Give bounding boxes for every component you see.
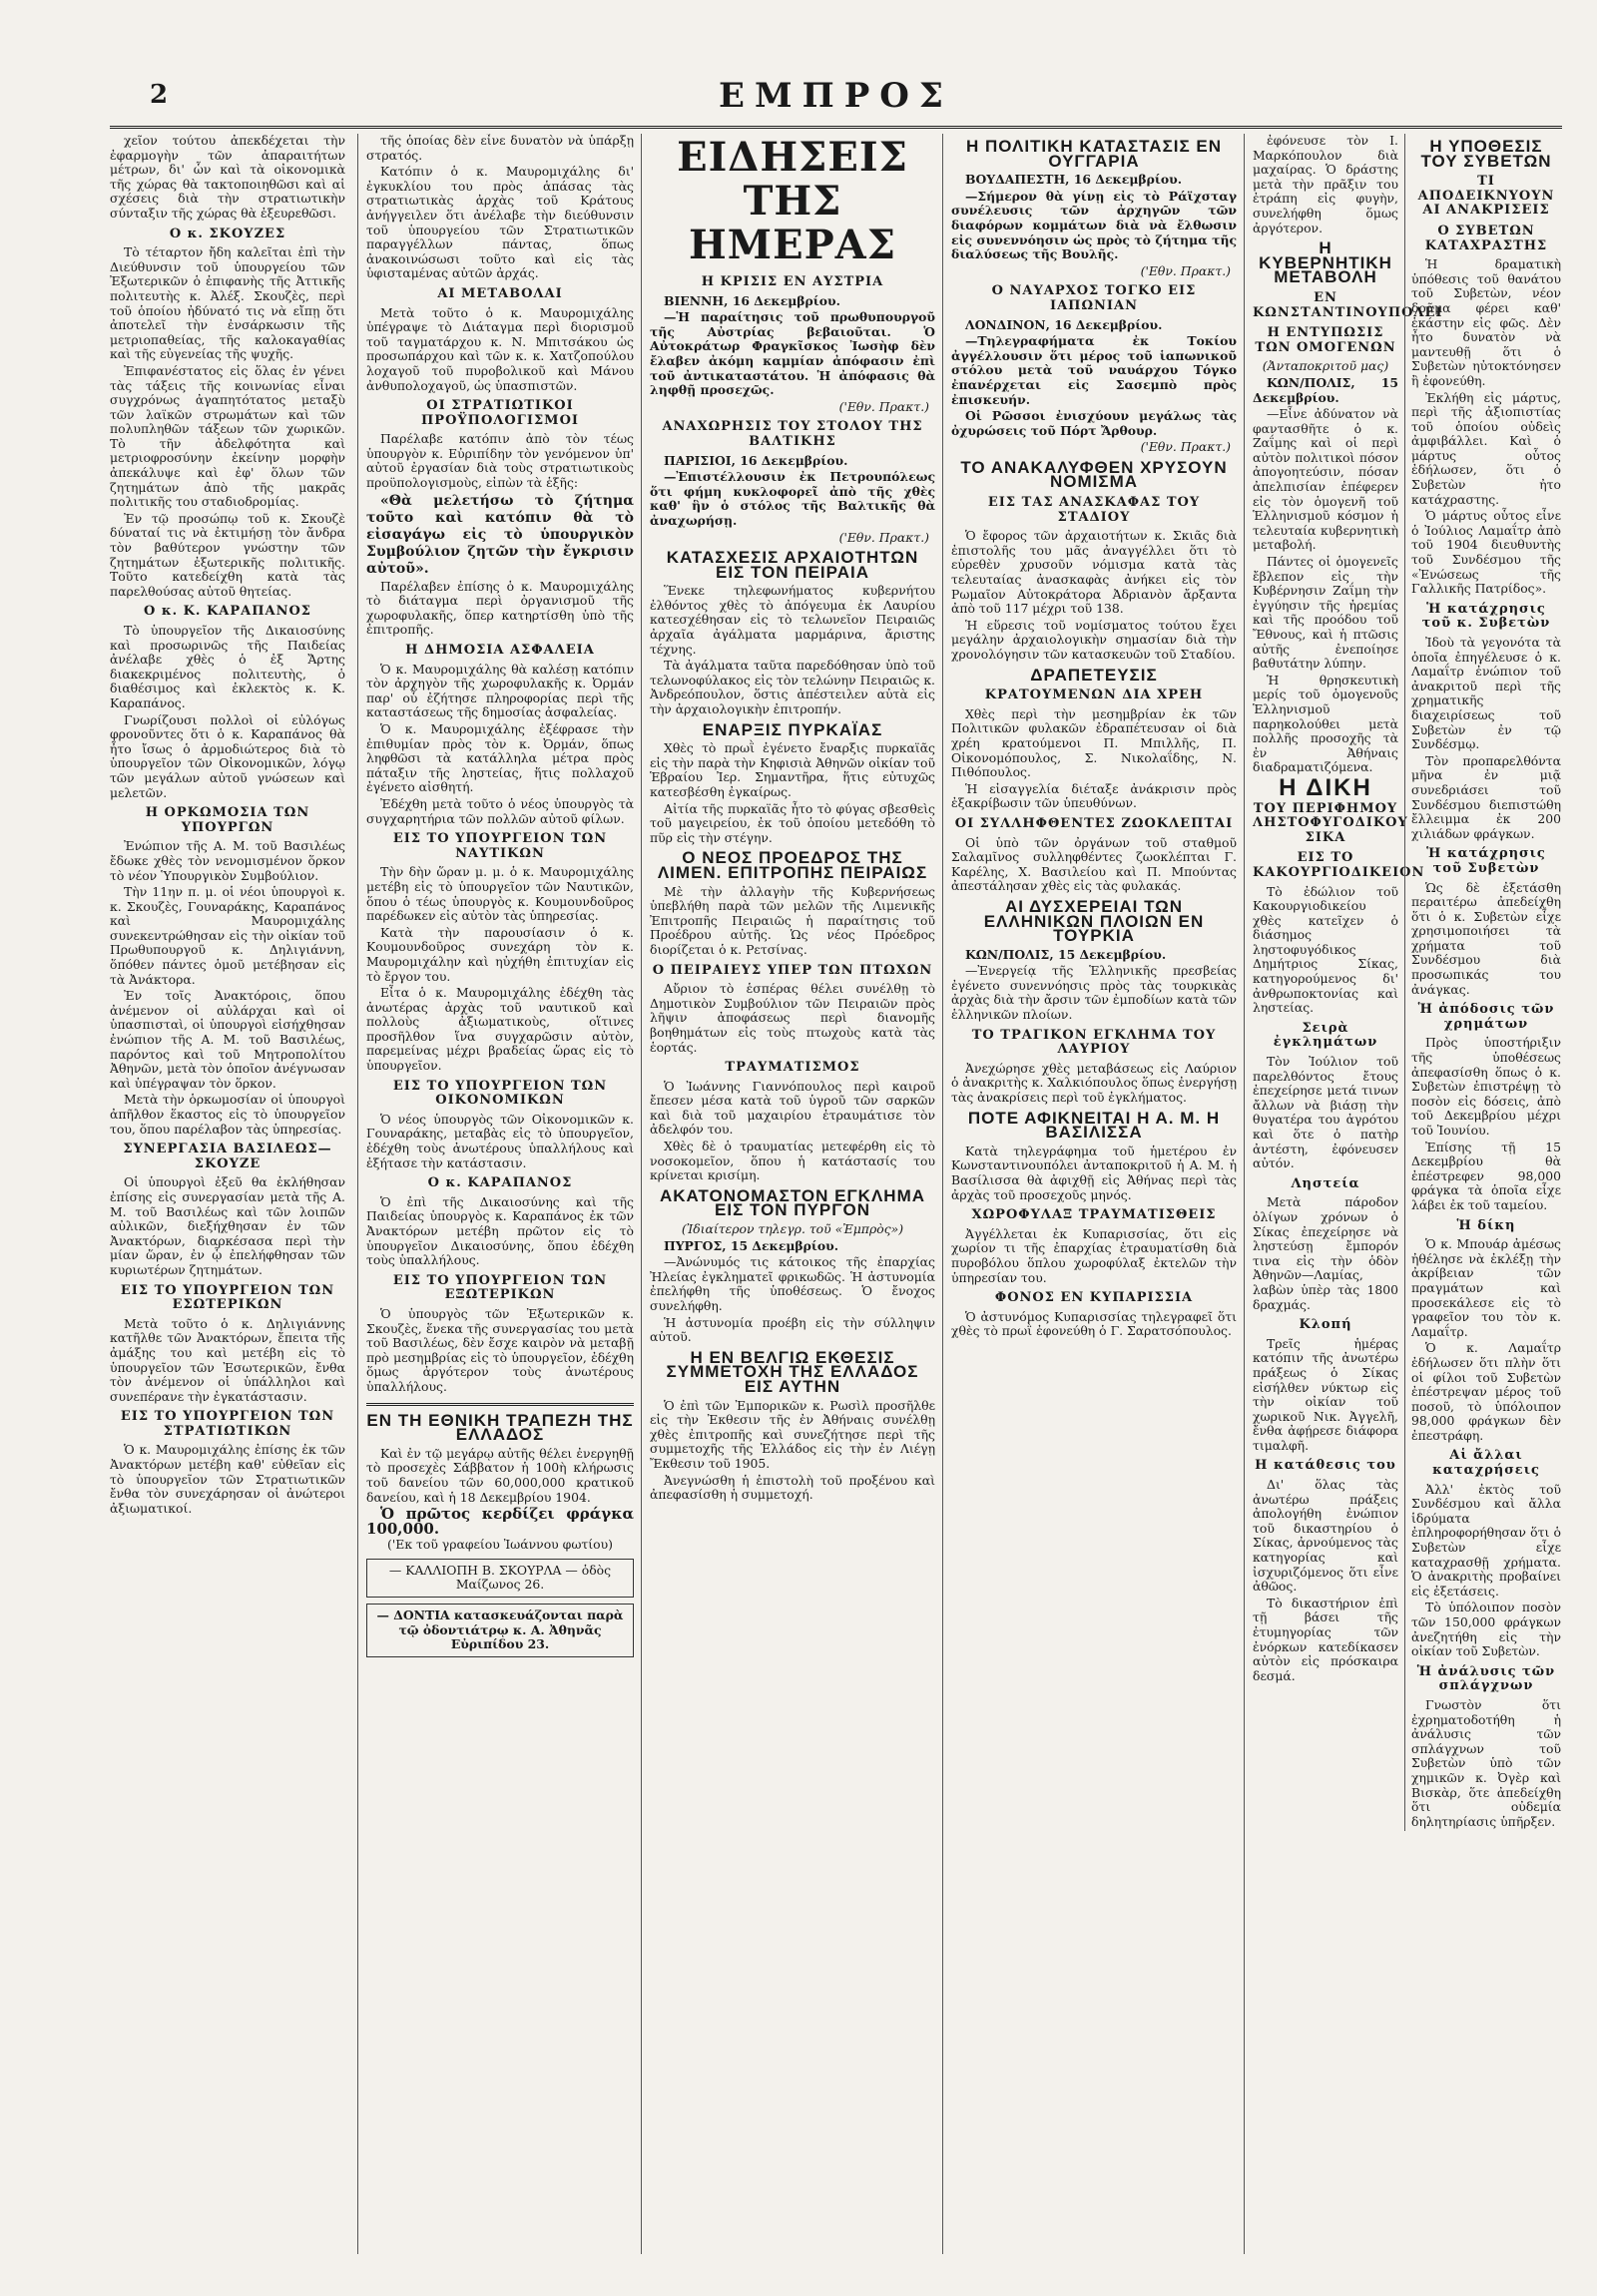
article-text: Μὲ τὴν ἀλλαγὴν τῆς Κυβερνήσεως ὑπεβλήθη παρὰ τῶν μελῶν τῆς Λιμενικῆς Ἐπιτροπῆς Πειραιῶς ἡ παραίτησις τοῦ Προέδρου αὐτῆς. Ὡς νέος Πρόεδρος διορίζεται ὁ κ. Ρετσίνας. xyxy=(650,883,935,957)
article-text: Κατόπιν ὁ κ. Μαυρομιχάλης δι' ἐγκυκλίου του πρὸς ἁπάσας τὰς στρατιωτικὰς ἀρχὰς τοῦ Κράτους ἀνήγγειλεν ὅτι ἀνέλαβε τὴν διεύθυνσιν τοῦ ὑπουργείου τῶν Στρατιωτικῶν παραγγέλλων πάντας, ὅπως ἀνακοινώσωσι τοῦτο καὶ εἰς τὰς ὑφισταμένας αὐτῶν ἀρχάς. xyxy=(366,164,634,281)
article-text: Παρέλαβε κατόπιν ἀπὸ τὸν τέως ὑπουργὸν κ. Εὐριπίδην τὸν γενόμενον ὑπ' αὐτοῦ ἐργασίαν διὰ τοὺς στρατιωτικοὺς προϋπολογισμοὺς, εἰπὼν τὰ ἑξῆς: xyxy=(366,431,634,491)
article-heading: ΕΙΣ ΤΟ ΥΠΟΥΡΓΕΙΟΝ ΤΩΝ ΕΞΩΤΕΡΙΚΩΝ xyxy=(392,1272,608,1303)
article-subheading: ΕΙΣ ΤΟ ΚΑΚΟΥΡΓΙΟΔΙΚΕΙΟΝ xyxy=(1253,850,1425,880)
article-text: Ἀλλ' ἐκτὸς τοῦ Συνδέσμου καὶ ἄλλα ἱδρύματα ἐπληροφορήθησαν ὅτι ὁ Συβετὼν εἶχε καταχρασθῇ χρήματα. Ὁ ἀνακριτὴς προβαίνει εἰς ἐξετάσεις. xyxy=(1411,1481,1561,1599)
page-number: 2 xyxy=(150,80,169,110)
article-heading: ΑΙ ΜΕΤΑΒΟΛΑΙ xyxy=(437,285,563,301)
article-text: Ὁ μάρτυς οὗτος εἶνε ὁ Ἰούλιος Λαμαΐτρ ἀπὸ τοῦ 1904 διευθυντὴς τοῦ Συνδέσμου τῆς «Ἐνώσεως τῆς Γαλλικῆς Πατρίδος». xyxy=(1411,508,1561,597)
article-heading: ΠΟΤΕ ΑΦΙΚΝΕΙΤΑΙ Η Α. Μ. Η ΒΑΣΙΛΙΣΣΑ xyxy=(967,1108,1221,1143)
source-note: ('Εθν. Πρακτ.) xyxy=(838,529,929,545)
article-text: —Ἡ παραίτησις τοῦ πρωθυπουργοῦ τῆς Αὐστρίας βεβαιοῦται. Ὁ Αὐτοκράτωρ Φραγκῖσκος Ἰωσὴφ δὲν ἔλαβεν ἀκόμη καμμίαν ἀπόφασιν ἐπὶ τοῦ ἀντικαταστάτου. Ἡ ἀπόφασις θὰ ληφθῇ προσεχῶς. xyxy=(650,309,935,398)
article-text: —Σήμερον θὰ γίνῃ εἰς τὸ Ράϊχσταγ συνέλευσις τῶν ἀρχηγῶν τῶν διαφόρων κομμάτων διὰ νὰ ἔλθωσιν εἰς συνεννόησιν ὡς πρὸς τὸ ζήτημα τῆς διαλύσεως τῆς Βουλῆς. xyxy=(951,188,1237,262)
article-heading: Η ΔΙΚΗ xyxy=(1279,773,1372,801)
article-heading: ΦΟΝΟΣ ΕΝ ΚΥΠΑΡΙΣΣΙΑ xyxy=(994,1290,1194,1306)
article-heading: ΕΝΑΡΞΙΣ ΠΥΡΚΑΪΑΣ xyxy=(702,719,883,739)
article-text: Δι' ὅλας τὰς ἀνωτέρω πράξεις ἀπολογήθη ἐνώπιον τοῦ δικαστηρίου ὁ Σίκας, ἀρνούμενος τὰς κατηγορίας καὶ ἰσχυριζόμενος ὅτι εἶνε ἀθῶος. xyxy=(1253,1477,1398,1595)
article-text: Τὸ ὑπόλοιπον ποσὸν τῶν 150,000 φράγκων ἀνεζητήθη εἰς τὴν οἰκίαν τοῦ Συβετὼν. xyxy=(1411,1600,1561,1659)
article-text: Κατὰ τὴν παρουσίασιν ὁ κ. Κουμουνδοῦρος συνεχάρη τὸν κ. Μαυρομιχάλην καὶ ηὐχήθη ἐπιτυχίαν εἰς τὸ ἔργον του. xyxy=(366,924,634,984)
article-text: χεῖον τούτου ἀπεκδέχεται τὴν ἐφαρμογὴν τῶν ἀπαραιτήτων μέτρων, δι' ὧν καὶ τὰ οἰκονομικὰ τῆς χώρας θὰ τακτοποιηθῶσι καὶ αἱ σχέσεις διὰ τὴν στρατιωτικὴν σύνταξιν τῆς χώρας θὰ ἐξευρεθῶσι. xyxy=(110,134,345,221)
source-note: ('Εθν. Πρακτ.) xyxy=(838,398,929,414)
article-text: «Θὰ μελετήσω τὸ ζήτημα τοῦτο καὶ κατόπιν θὰ τὸ εἰσαγάγω εἰς τὸ ὑπουργικὸν Συμβούλιον ζητῶν τὴν ἔγκρισιν αὐτοῦ». xyxy=(366,492,634,577)
article-text: Τὸ δικαστήριον ἐπὶ τῇ βάσει τῆς ἐτυμηγορίας τῶν ἐνόρκων κατεδίκασεν αὐτὸν εἰς πρόσκαιρα δεσμά. xyxy=(1253,1595,1398,1683)
article-heading: ΤΟ ΤΡΑΓΙΚΟΝ ΕΓΚΛΗΜΑ ΤΟΥ ΛΑΥΡΙΟΥ xyxy=(971,1027,1217,1058)
article-text: Ὡς δὲ ἐξετάσθη περαιτέρω ἀπεδείχθη ὅτι ὁ κ. Συβετὼν εἶχε χρησιμοποιήσει τὰ χρήματα τοῦ Συνδέσμου διὰ προσωπικάς του ἀνάγκας. xyxy=(1411,879,1561,997)
article-text: Ὁ ὑπουργὸς τῶν Ἐξωτερικῶν κ. Σκουζὲς, ἕνεκα τῆς συνεργασίας του μετὰ τοῦ Βασιλέως, δὲν ἔσχε καιρὸν νὰ μεταβῇ πρὸ μεσημβρίας εἰς τὸ ὑπουργεῖον, ἐδέχθη ὅμως ἀργότερον τοὺς ἀνωτέρους ὑπαλλήλους. xyxy=(366,1305,634,1394)
article-text: Ὁ ἔφορος τῶν ἀρχαιοτήτων κ. Σκιᾶς διὰ ἐπιστολῆς του μᾶς ἀναγγέλλει ὅτι τὸ εὑρεθὲν χρυσοῦν νόμισμα κατὰ τὰς τελευταίας ἀνασκαφὰς ἀνήκει εἰς τὸν Ρωμαῖον Αὐτοκράτορα Ἀδριανὸν ἄρξαντα ἀπὸ τοῦ 117 μέχρι τοῦ 138. xyxy=(951,528,1237,617)
article-text: Ἐν τῷ προσώπῳ τοῦ κ. Σκουζὲ δύναταί τις νὰ ἐκτιμήσῃ τὸν ἄνδρα τὸν βαθύτερον γνώστην τῶν ζητημάτων ἐξωτερικῆς πολιτικῆς. Τοῦτο κατεδείχθη κατὰ τὰς παρελθούσας αὐτοῦ θητείας. xyxy=(110,510,345,599)
article-text: Ἐδέχθη μετὰ τοῦτο ὁ νέος ὑπουργὸς τὰ συγχαρητήρια τῶν πολλῶν αὐτοῦ φίλων. xyxy=(366,795,634,826)
article-subheading: ΤΙ ΑΠΟΔΕΙΚΝΥΟΥΝ ΑΙ ΑΝΑΚΡΙΣΕΙΣ xyxy=(1417,174,1555,219)
article-heading: ΑΚΑΤΟΝΟΜΑΣΤΟΝ ΕΓΚΛΗΜΑ ΕΙΣ ΤΟΝ ΠΥΡΓΟΝ xyxy=(659,1185,926,1220)
masthead xyxy=(110,78,1562,129)
article-subheading: Η ΕΝΤΥΠΩΣΙΣ ΤΩΝ ΟΜΟΓΕΝΩΝ xyxy=(1255,325,1396,355)
article-text: Ὁ πρῶτος κερδίζει φράγκα 100,000. xyxy=(366,1505,634,1538)
article-text: Μετὰ τοῦτο ὁ κ. Δηλιγιάννης κατῆλθε τῶν Ἀνακτόρων, ἔπειτα τῆς ἀμάξης του καὶ μετέβη εἰς τὸ ὑπουργεῖον τῶν Ἐσωτερικῶν, ἔνθα τὸν ἀνέμενον οἱ ὑπάλληλοι καὶ συνεπέρανε τὴν ἐγκατάστασιν. xyxy=(110,1315,345,1404)
article-text: Τὴν 11ην π. μ. οἱ νέοι ὑπουργοὶ κ. κ. Σκουζὲς, Γουναράκης, Καραπάνος καὶ Μαυρομιχάλης συνεκεντρώθησαν εἰς τὴν οἰκίαν τοῦ Πρωθυπουργοῦ κ. Δηλιγιάννη, ὅπόθεν πάντες ὁμοῦ μετέβησαν εἰς τὰ Ἀνάκτορα. xyxy=(110,884,345,987)
article-text: —Εἶνε ἀδύνατον νὰ φαντασθῆτε ὁ κ. Ζαΐμης καὶ οἱ περὶ αὐτὸν πολιτικοὶ πόσον ἀπογοητεύσιν, πόσαν ἀπελπισίαν ἐπέφερεν εἰς τὸν ὁμογενῆ τοῦ Ἑλληνισμοῦ κόσμον ἡ τελευταία κυβερνητικὴ μεταβολή. xyxy=(1253,406,1398,553)
article-heading: ΕΙΣ ΤΟ ΥΠΟΥΡΓΕΙΟΝ ΤΩΝ ΟΙΚΟΝΟΜΙΚΩΝ xyxy=(392,1078,608,1109)
article-text: Χθὲς τὸ πρωῒ ἐγένετο ἔναρξις πυρκαϊᾶς εἰς τὴν παρὰ τὴν Κηφισιὰ Ἀθηνῶν οἰκίαν τοῦ Ἑβραίου Ἰερ. Σημαντῆρα, ἥτις εὐτυχῶς κατεσβέσθη ἐγκαίρως. xyxy=(650,740,935,799)
article-subheading: Ἡ ἀνάλυσις τῶν σπλάγχνων xyxy=(1416,1663,1556,1694)
article-heading: Η ΕΝ ΒΕΛΓΙΩ ΕΚΘΕΣΙΣ ΣΥΜΜΕΤΟΧΗ ΤΗΣ ΕΛΛΑΔΟΣ ΕΙΣ ΑΥΤΗΝ xyxy=(666,1347,919,1396)
article-text: —Ἀνώνυμός τις κάτοικος τῆς ἐπαρχίας Ἠλείας ἐγκληματεῖ φρικωδῶς. Ἡ ἀστυνομία ἐπελήφθη τῆς ὑποθέσεως. Ὁ ἔνοχος συνελήφθη. xyxy=(650,1254,935,1313)
article-subheading: ΕΙΣ ΤΑΣ ΑΝΑΣΚΑΦΑΣ ΤΟΥ ΣΤΑΔΙΟΥ xyxy=(987,495,1201,525)
article-text: Κατὰ τηλεγράφημα τοῦ ἡμετέρου ἐν Κωνσταντινουπόλει ἀνταποκριτοῦ ἡ Α. Μ. ἡ Βασίλισσα θὰ ἀφιχθῇ εἰς Ἀθήνας περὶ τὰς ἀρχὰς τοῦ προσεχοῦς μηνός. xyxy=(951,1143,1237,1202)
article-heading: Η ΥΠΟΘΕΣΙΣ ΤΟΥ ΣΥΒΕΤΩΝ xyxy=(1420,137,1552,171)
article-text: Ἐνώπιον τῆς Α. Μ. τοῦ Βασιλέως ἔδωκε χθὲς τὸν νενομισμένον ὅρκον τὸ νέον Ὑπουργικὸν Συμβούλιον. xyxy=(110,838,345,883)
article-subheading: Αἱ ἄλλαι καταχρήσεις xyxy=(1432,1448,1540,1479)
article-text: Πάντες οἱ ὁμογενεῖς ἔβλεπον εἰς τὴν Κυβέρνησιν Ζαΐμη τὴν ἐγγύησιν τῆς ἠρεμίας καὶ τῆς προόδου τοῦ Ἔθνους, καὶ ἡ πτῶσις αὐτῆς ἐνεποίησε βαθυτάτην λύπην. xyxy=(1253,554,1398,672)
article-text: Ἐκλήθη εἰς μάρτυς, περὶ τῆς ἀξιοπιστίας τοῦ ὁποίου οὐδεὶς ἀμφιβάλλει. Καὶ ὁ μάρτυς οὗτος ἐδήλωσεν, ὅτι ὁ Συβετὼν ἠτο κατάχραστης. xyxy=(1411,389,1561,507)
article-subheading: ΚΡΑΤΟΥΜΕΝΩΝ ΔΙΑ ΧΡΕΗ xyxy=(984,688,1204,703)
article-subheading: Ἡ δίκη xyxy=(1456,1217,1516,1233)
article-subheading: ΕΝ ΚΩΝΣΤΑΝΤΙΝΟΥΠΟΛΕΙ xyxy=(1253,289,1443,320)
article-text: Τὸ ὑπουργεῖον τῆς Δικαιοσύνης καὶ προσωρινῶς τῆς Παιδείας ἀνέλαβε χθὲς ὁ ἐξ Ἄρτης διακεκριμένος πολιτευτὴς, ὁ διαθέσιμος καὶ ἐκλεκτὸς κ. Κ. Καραπάνος. xyxy=(110,623,345,710)
article-text: Ὁ Ἰωάννης Γιαννόπουλος περὶ καιροῦ ἔπεσεν μέσα κατὰ τοῦ ὑγροῦ τῶν σαρκῶν καὶ διὰ τοῦ μαχαιρίου ἐτραυμάτισε τὸν ἀδελφόν του. xyxy=(650,1078,935,1138)
dateline: ΠΥΡΓΟΣ, 15 Δεκεμβρίου. xyxy=(664,1237,839,1253)
article-text: Τὸ τέταρτον ἤδη καλεῖται ἐπὶ τὴν Διεύθυνσιν τοῦ ὑπουργείου τῶν Ἐξωτερικῶν ὁ ἐπιφανὴς τῆς Ἀττικῆς πολιτευτὴς κ. Ἀλέξ. Σκουζὲς, περὶ τοῦ ὁποίου ἠδύνατό τις νὰ εἴπῃ ὅτι ἀποτελεῖ τὴν ἐνσάρκωσιν τῆς μετριοπαθείας, τῆς καλοκαγαθίας καὶ τῆς εὐγενείας τῆς ψυχῆς. xyxy=(110,244,345,362)
article-text: Μετὰ τοῦτο ὁ κ. Μαυρομιχάλης ὑπέγραψε τὸ Διάταγμα περὶ διορισμοῦ τοῦ ταγματάρχου κ. Ν. Μπιτσάκου ὡς προσωπάρχου καὶ τῶν κ. κ. Χατζοπούλου λοχαγοῦ τοῦ πυροβολικοῦ καὶ Μάνου ἀνθυπολοχαγοῦ, ὡς ὑπασπιστῶν. xyxy=(366,304,634,393)
article-heading: Ο ΝΑΥΑΡΧΟΣ ΤΟΓΚΟ ΕΙΣ ΙΑΠΩΝΙΑΝ xyxy=(991,283,1197,313)
article-subheading: Κλοπή xyxy=(1299,1317,1352,1333)
columns xyxy=(110,134,1562,2254)
article-subheading: Η κατάθεσις του xyxy=(1255,1458,1396,1474)
article-text: Οἱ ὑπὸ τῶν ὀργάνων τοῦ σταθμοῦ Σαλαμῖνος συλληφθέντες ζωοκλέπται Γ. Καρέλης, Χ. Βασιλείου καὶ Π. Μπούντας ἀπεστάλησαν χθὲς εἰς τὰς φυλακάς. xyxy=(951,834,1237,894)
article-heading: Ο ΝΕΟΣ ΠΡΟΕΔΡΟΣ ΤΗΣ ΛΙΜΕΝ. ΕΠΙΤΡΟΠΗΣ ΠΕΙΡΑΙΩΣ xyxy=(657,848,928,882)
article-heading: ΕΙΣ ΤΟ ΥΠΟΥΡΓΕΙΟΝ ΤΩΝ ΝΑΥΤΙΚΩΝ xyxy=(392,831,608,861)
article-text: Ὁ κ. Μαυρομιχάλης θὰ καλέσῃ κατόπιν τὸν ἀρχηγὸν τῆς χωροφυλακῆς κ. Ὀρμάν παρ' οὗ ἐζήτησε πληροφορίας περὶ τῆς καταστάσεως τῆς δημοσίας ἀσφαλείας. xyxy=(366,661,634,720)
article-text: —Ἐπιστέλλουσιν ἐκ Πετρουπόλεως ὅτι φήμη κυκλοφορεῖ ἀπὸ τῆς χθὲς καθ' ἣν ὁ στόλος τῆς Βαλτικῆς θὰ ἀναχωρήσῃ. xyxy=(650,469,935,528)
article-text: Οἱ Ρῶσσοι ἐνισχύουν μεγάλως τὰς ὀχυρώσεις τοῦ Πόρτ Ἄρθουρ. xyxy=(951,408,1237,438)
article-text: Τὰ ἀγάλματα ταῦτα παρεδόθησαν ὑπὸ τοῦ τελωνοφύλακος εἰς τὸν τελώνην Πειραιῶς κ. Ἀνδρεόπουλον, ὅστις ἀπέστειλεν αὐτὰ εἰς τὴν ἀρχαιολογικὴν ἐπιτροπήν. xyxy=(650,658,935,717)
article-text: Ὁ κ. Μαυρομιχάλης ἐπίσης ἐκ τῶν Ἀνακτόρων μετέβη καθ' εὐθεῖαν εἰς τὸ ὑπουργεῖον τῶν Στρατιωτικῶν ἔνθα τὸν συνεχάρησαν οἱ ἀνώτεροι ἀξιωματικοί. xyxy=(110,1442,345,1516)
article-text: Ὁ ἐπὶ τῶν Ἐμπορικῶν κ. Ρωσὶλ προσῆλθε εἰς τὴν Ἐκθεσιν τῆς ἐν Ἀθήναις συνέλθῃ χθὲς ἐπιτροπῆς καὶ συνεζήτησε περὶ τῆς συμμετοχῆς τῆς Ἑλλάδος εἰς τὴν ἐν Λιέγῃ Ἔκθεσιν τοῦ 1905. xyxy=(650,1397,935,1471)
article-text: Ἐν τοῖς Ἀνακτόροις, ὅπου ἀνέμενον οἱ αὐλάρχαι καὶ οἱ ὑπασπισταὶ, οἱ ὑπουργοὶ εἰσήχθησαν ἐνώπιον τῆς Α. Μ. τοῦ Βασιλέως, παρόντος καὶ τοῦ Μητροπολίτου Ἀθηνῶν, μετὰ τὸν ὁποῖον ἀνέγνωσαν καὶ ὑπέγραψαν τὸν ὅρκον. xyxy=(110,988,345,1091)
article-text: Οἱ ὑπουργοὶ ἐξεῦ θα ἐκλήθησαν ἐπίσης εἰς συνεργασίαν μετὰ τῆς Α. Μ. τοῦ Βασιλέως καὶ τῶν λοιπῶν αὐλικῶν, διεξήχθησαν ἐν τῶν Ἀνακτόρων, διαρκέσασα περὶ τὴν μίαν ὥραν, ἐν ᾧ ἐπελήφθησαν τῶν κυριωτέρων ζητημάτων. xyxy=(110,1174,345,1277)
article-heading: Ο κ. ΚΑΡΑΠΑΝΟΣ xyxy=(427,1175,573,1191)
article-text: Ὁ νέος ὑπουργὸς τῶν Οἰκονομικῶν κ. Γουναράκης, μεταβὰς εἰς τὸ ὑπουργεῖον, ἐδέχθη τοὺς ἀνωτέρους ὑπαλλήλους καὶ ἐξήτασε τὴν κατάστασιν. xyxy=(366,1111,634,1170)
article-text: Ἰδοὺ τὰ γεγονότα τὰ ὁποῖα ἐπηγέλευσε ὁ κ. Λαμαΐτρ ἐνώπιον τοῦ ἀνακριτοῦ περὶ τῆς χρηματικῆς διαχειρίσεως τοῦ Συβετὼν ἐν τῷ Συνδέσμῳ. xyxy=(1411,635,1561,752)
article-heading: Ο ΠΕΙΡΑΙΕΥΣ ΥΠΕΡ ΤΩΝ ΠΤΩΧΩΝ xyxy=(652,962,933,978)
article-heading: ΤΡΑΥΜΑΤΙΣΜΟΣ xyxy=(725,1060,860,1076)
article-text: Ἕνεκε τηλεφωνήματος κυβερνήτου ἐλθόντος χθὲς τὸ ἀπόγευμα ἐκ Λαυρίου κατεσχέθησαν εἰς τὸ τελωνεῖον Πειραιῶς ἀρχαῖα ἀγάλματα μαρμάρινα, ἄριστης τέχνης. xyxy=(650,583,935,657)
article-subheading: Ληστεία xyxy=(1291,1175,1360,1191)
article-text: Ἡ εἰσαγγελία διέταξε ἀνάκρισιν πρὸς ἐξακρίβωσιν τῶν ὑπευθύνων. xyxy=(951,780,1237,811)
article-text: —Ἐνεργείᾳ τῆς Ἑλληνικῆς πρεσβείας ἐγένετο συνεννόησις πρὸς τὰς τουρκικὰς ἀρχὰς διὰ τὴν ἄρσιν τῶν ἐμποδίων κατὰ τῶν ἑλληνικῶν πλοίων. xyxy=(951,963,1237,1023)
article-text: Ἡ θρησκευτικὴ μερίς τοῦ ὁμογενοῦς Ἑλληνισμοῦ παρηκολούθει μετὰ πολλῆς προσοχῆς τὰ ἐν Ἀθήναις διαδραματιζόμενα. xyxy=(1253,672,1398,775)
article-text: Ὁ κ. Λαμαΐτρ ἐδήλωσεν ὅτι πλὴν ὅτι οἱ φίλοι τοῦ Συβετὼν ἐπέστρεψαν μέρος τοῦ ποσοῦ, τὸ ὑπόλοιπον 98,000 φράγκων δὲν ἐπεστράφη. xyxy=(1411,1340,1561,1443)
article-text: Τὴν δὴν ὥραν μ. μ. ὁ κ. Μαυρομιχάλης μετέβη εἰς τὸ ὑπουργεῖον τῶν Ναυτικῶν, ὅπου ὁ τέως ὑπουργὸς κ. Κουμουνδοῦρος παρέδωκεν εἰς αὐτὸν τὰς ὑπηρεσίας. xyxy=(366,864,634,924)
article-heading: ΣΥΝΕΡΓΑΣΙΑ ΒΑΣΙΛΕΩΣ—ΣΚΟΥΖΕ xyxy=(123,1142,332,1171)
source-note: ('Εκ τοῦ γραφείου Ἰωάννου φωτίου) xyxy=(387,1537,613,1553)
article-heading: ΕΝ ΤΗ ΕΘΝΙΚΗ ΤΡΑΠΕΖΗ ΤΗΣ ΕΛΛΑΔΟΣ xyxy=(366,1410,634,1445)
article-text: Αἰτία τῆς πυρκαϊᾶς ἦτο τὸ φύγας σβεσθεὶς τοῦ μαγειρείου, ἐκ τοῦ ὁποίου μετεδόθη τὸ πῦρ εἰς τὴν στέγην. xyxy=(650,800,935,845)
column-3 xyxy=(641,134,943,2254)
article-heading: ΕΙΣ ΤΟ ΥΠΟΥΡΓΕΙΟΝ ΤΩΝ ΕΣΩΤΕΡΙΚΩΝ xyxy=(120,1282,335,1313)
article-text: Ὁ κ. Μαυρομιχάλης ἐξέφρασε τὴν ἐπιθυμίαν πρὸς τὸν κ. Ὀρμάν, ὅπως ληφθῶσι τὰ κατάλληλα μέτρα πρὸς πάταξιν τῆς ληστείας, ἥτις πολλαχοῦ ἐγένετο αἰσθητή. xyxy=(366,721,634,795)
article-text: Καὶ ἐν τῷ μεγάρῳ αὐτῆς θέλει ἐνεργηθῇ τὸ προσεχὲς Σάββατον ἡ 100ὴ κλήρωσις τοῦ δανείου τῶν 60,000,000 κρατικοῦ δανείου, καὶ ἡ 18 Δεκεμβρίου 1904. xyxy=(366,1445,634,1505)
article-text: Μετὰ τὴν ὁρκωμοσίαν οἱ ὑπουργοὶ ἀπῆλθον ἕκαστος εἰς τὸ ὑπουργεῖον του, ὅπου παρέλαβον τὰς ὑπηρεσίας. xyxy=(110,1092,345,1137)
article-text: —Τηλεγραφήματα ἐκ Τοκίου ἀγγέλλουσιν ὅτι μέρος τοῦ ἱαπωνικοῦ στόλου μετὰ τοῦ ναυάρχου Τόγκο ἐπανέρχεται εἰς Σασεμπὸ πρὸς ἐπισκευήν. xyxy=(951,333,1237,407)
article-text: Χθὲς περὶ τὴν μεσημβρίαν ἐκ τῶν Πολιτικῶν φυλακῶν ἐδραπέτευσαν οἱ διὰ χρέη κρατούμενοι Π. Μπιλλῆς, Π. Οἰκονομόπουλος, Σ. Νικολαΐδης, Ν. Πιθόπουλος. xyxy=(951,705,1237,780)
dateline: ΚΩΝ/ΠΟΛΙΣ, 15 Δεκεμβρίου. xyxy=(1253,374,1398,405)
article-text: Γνωρίζουσι πολλοὶ οἱ εὐλόγως φρονοῦντες ὅτι ὁ κ. Καραπάνος θὰ ἦτο ἴσως ὁ ἀρμοδιώτερος διὰ τὸ ὑπουργεῖον τῶν Οἰκονομικῶν, λόγῳ τῶν μεγάλων αὐτοῦ γνώσεων καὶ μελετῶν. xyxy=(110,711,345,800)
source-note: ('Εθν. Πρακτ.) xyxy=(1140,262,1231,278)
article-text: Παρέλαβεν ἐπίσης ὁ κ. Μαυρομιχάλης τὸ διάταγμα περὶ ὀργανισμοῦ τῆς χωροφυλακῆς, ὅπερ κατηρτίσθη ὑπὸ τῆς ἐπιτροπῆς. xyxy=(366,578,634,638)
article-text: Ἡ δραματικὴ ὑπόθεσις τοῦ θανάτου τοῦ Συβετὼν, νέον δρᾶμα φέρει καθ' ἑκάστην εἰς φῶς. Δὲν ἦτο δυνατὸν νὰ μαντευθῇ ὅτι ὁ Συβετὼν ηὐτοκτόνησεν ἢ ἐφονεύθη. xyxy=(1411,256,1561,388)
newspaper-title: ΕΜΠΡΟΣ xyxy=(719,76,953,116)
newspaper-page xyxy=(110,78,1562,2258)
column-2 xyxy=(357,134,642,2254)
article-heading: ΕΙΣ ΤΟ ΥΠΟΥΡΓΕΙΟΝ ΤΩΝ ΣΤΡΑΤΙΩΤΙΚΩΝ xyxy=(120,1409,335,1439)
article-text: Γνωστὸν ὅτι ἐχρηματοδοτήθη ἡ ἀνάλυσις τῶν σπλάγχνων τοῦ Συβετὼν ὑπὸ τῶν χημικῶν κ. Ὀγὲρ καὶ Βισκὰρ, ὅτε ἀπεδείχθη ὅτι οὐδεμία δηλητηρίασις ὑπῆρξεν. xyxy=(1411,1696,1561,1829)
article-subheading: Ἡ κατάχρησις τοῦ κ. Συβετὼν xyxy=(1421,601,1551,632)
article-heading: Ο κ. ΣΚΟΥΖΕΣ xyxy=(169,226,286,241)
article-text: Τὸ ἐδώλιον τοῦ Κακουργιοδικείου χθὲς κατεῖχεν ὁ διάσημος ληστοφυγόδικος Δημήτριος Σίκας, κατηγορούμενος δι' ἀνθρωποκτονίας καὶ ληστείας. xyxy=(1253,883,1398,1016)
divider xyxy=(366,1403,634,1406)
article-subheading: Ο ΣΥΒΕΤΩΝ ΚΑΤΑΧΡΑΣΤΗΣ xyxy=(1424,223,1548,253)
dateline: ΒΙΕΝΝΗ, 16 Δεκεμβρίου. xyxy=(664,292,840,308)
byline: (Ἰδιαίτερον τηλεγρ. τοῦ «Ἐμπρὸς») xyxy=(681,1221,904,1237)
sub-column-left xyxy=(1253,134,1443,1685)
article-text: Ὁ ἐπὶ τῆς Δικαιοσύνης καὶ τῆς Παιδείας ὑπουργὸς κ. Καραπάνος ἐκ τῶν Ἀνακτόρων μετέβη πρῶτον εἰς τὸ ὑπουργεῖον Δικαιοσύνης, ὅπου ἐδέχθη τοὺς ὑπαλλήλους. xyxy=(366,1193,634,1268)
article-text: Ἐπίσης τῇ 15 Δεκεμβρίου θὰ ἐπέστρεφεν 98,000 φράγκα τὰ ὁποῖα εἶχε λάβει ἐκ τοῦ ταμείου. xyxy=(1411,1139,1561,1212)
article-heading: ΑΙ ΔΥΣΧΕΡΕΙΑΙ ΤΩΝ ΕΛΛΗΝΙΚΩΝ ΠΛΟΙΩΝ ΕΝ ΤΟΥΡΚΙΑ xyxy=(983,896,1205,946)
article-heading: ΟΙ ΣΤΡΑΤΙΩΤΙΚΟΙ ΠΡΟΫΠΟΛΟΓΙΣΜΟΙ xyxy=(421,398,579,428)
article-text: Αὔριον τὸ ἑσπέρας θέλει συνέλθῃ τὸ Δημοτικὸν Συμβούλιον τῶν Πειραιῶν πρὸς λῆψιν ἀποφάσεως περὶ διανομῆς βοηθημάτων εἰς τοὺς πτωχοὺς κατὰ τὰς ἑορτάς. xyxy=(650,981,935,1055)
section-title: ΕΙΔΗΣΕΙΣ ΤΗΣ ΗΜΕΡΑΣ xyxy=(677,134,908,268)
dateline: ΚΩΝ/ΠΟΛΙΣ, 15 Δεκεμβρίου. xyxy=(965,946,1167,962)
source-note: ('Εθν. Πρακτ.) xyxy=(1140,439,1231,455)
article-heading: ΟΙ ΣΥΛΛΗΦΘΕΝΤΕΣ ΖΩΟΚΛΕΠΤΑΙ xyxy=(954,815,1234,831)
column-4 xyxy=(942,134,1245,2254)
byline: (Ἀνταποκριτοῦ μας) xyxy=(1262,358,1389,374)
article-heading: ΑΝΑΧΩΡΗΣΙΣ ΤΟΥ ΣΤΟΛΟΥ ΤΗΣ ΒΑΛΤΙΚΗΣ xyxy=(662,419,923,449)
column-5 xyxy=(1244,134,1562,2254)
article-heading: Η ΚΥΒΕΡΝΗΤΙΚΗ ΜΕΤΑΒΟΛΗ xyxy=(1259,238,1392,287)
article-subheading: ΤΟΥ ΠΕΡΙΦΗΜΟΥ ΛΗΣΤΟΦΥΓΟΔΙΚΟΥ ΣΙΚΑ xyxy=(1253,800,1408,845)
article-text: Μετὰ πάροδον ὀλίγων χρόνων ὁ Σίκας ἐπεχείρησε νὰ ληστεύσῃ ἔμπορόν τινα εἰς τὴν ὁδὸν Ἀθηνῶν—Λαμίας, λαβὼν ὑπὲρ τὰς 1800 δραχμάς. xyxy=(1253,1194,1398,1312)
article-text: Ἡ εὕρεσις τοῦ νομίσματος τούτου ἔχει μεγάλην ἀρχαιολογικὴν σημασίαν διὰ τὴν χρονολόγησιν τῶν κατασκευῶν τοῦ Σταδίου. xyxy=(951,617,1237,662)
article-subheading: Σειρὰ ἐγκλημάτων xyxy=(1273,1020,1378,1051)
article-text: Ὁ ἀστυνόμος Κυπαρισσίας τηλεγραφεῖ ὅτι χθὲς τὸ πρωῒ ἐφονεύθη ὁ Γ. Σαρατσόπουλος. xyxy=(951,1308,1237,1339)
article-text: Πρὸς ὑποστήριξιν τῆς ὑποθέσεως ἀπεφασίσθη ὅπως ὁ κ. Συβετὼν ἐπιστρέψῃ τὸ ποσὸν εἰς δόσεις, ἀπὸ τοῦ Δεκεμβρίου μέχρι τοῦ Ἰουνίου. xyxy=(1411,1035,1561,1138)
article-text: Ἐπιφανέστατος εἰς ὅλας ἐν γένει τὰς τάξεις τῆς κοινωνίας εἶναι συγχρόνως ἀγαπητότατος μεταξὺ τῶν λαϊκῶν στρωμάτων καὶ τῶν πολυπληθῶν τάξεων τῶν χωρικῶν. Τὸ τῆν ἀδελφότητα καὶ μετριοφροσύνην ἐκείνην μορφὴν ἀπεκάλυψε καὶ ἐφ' ὅλων τῶν ζητημάτων ἀπὸ τῆς μακρᾶς πολιτικῆς του σταδιοδρομίας. xyxy=(110,362,345,510)
dateline: ΠΑΡΙΣΙΟΙ, 16 Δεκεμβρίου. xyxy=(664,452,848,468)
article-heading: Ο κ. Κ. ΚΑΡΑΠΑΝΟΣ xyxy=(143,604,311,620)
article-heading: Η ΚΡΙΣΙΣ ΕΝ ΑΥΣΤΡΙΑ xyxy=(701,274,884,289)
article-text: τῆς ὁποίας δὲν εἶνε δυνατὸν νὰ ὑπάρξῃ στρατός. xyxy=(366,134,634,163)
article-heading: Η ΟΡΚΩΜΟΣΙΑ ΤΩΝ ΥΠΟΥΡΓΩΝ xyxy=(145,805,310,835)
dateline: ΛΟΝΔΙΝΟΝ, 16 Δεκεμβρίου. xyxy=(965,316,1163,332)
dateline: ΒΟΥΔΑΠΕΣΤΗ, 16 Δεκεμβρίου. xyxy=(965,172,1183,188)
article-heading: Η ΔΗΜΟΣΙΑ ΑΣΦΑΛΕΙΑ xyxy=(405,643,595,659)
article-heading: ΤΟ ΑΝΑΚΑΛΥΦΘΕΝ ΧΡΥΣΟΥΝ ΝΟΜΙΣΜΑ xyxy=(960,457,1228,492)
article-text: Ἡ ἀστυνομία προέβη εἰς τὴν σύλληψιν αὐτοῦ. xyxy=(650,1314,935,1345)
article-text: ἐφόνευσε τὸν Ι. Μαρκόπουλον διὰ μαχαίρας. Ὁ δράστης μετὰ τὴν πρᾶξιν του ἐτράπη εἰς φυγὴν, συνελήφθη ὅμως ἀργότερον. xyxy=(1253,134,1398,235)
article-text: Χθὲς δὲ ὁ τραυματίας μετεφέρθη εἰς τὸ νοσοκομεῖον, ὅπου ἡ κατάστασίς του κρίνεται κρισίμη. xyxy=(650,1139,935,1183)
article-text: Εἶτα ὁ κ. Μαυρομιχάλης ἐδέχθη τὰς ἀνωτέρας ἀρχὰς τοῦ ναυτικοῦ καὶ πολλοὺς ἀξιωματικοὺς, οἵτινες προσῆλθον ἵνα συγχαρῶσιν αὐτὸν, παρεμείνας μέχρι βραδείας ὥρας εἰς τὸ ὑπουργεῖον. xyxy=(366,985,634,1074)
article-text: Τὸν προπαρελθόντα μῆνα ἐν μιᾷ συνεδριάσει τοῦ Συνδέσμου διεπιστώθη ἔλλειμμα ἐκ 200 χιλιάδων φράγκων. xyxy=(1411,752,1561,841)
sub-column-right xyxy=(1404,134,1561,1831)
article-subheading: Ἡ ἀπόδοσις τῶν χρημάτων xyxy=(1417,1002,1555,1032)
column-1 xyxy=(110,134,353,2254)
article-text: Ἀνεχώρησε χθὲς μεταβάσεως εἰς Λαύριον ὁ ἀνακριτὴς κ. Χαλκιόπουλος ὅπως ἐνεργήσῃ τὰς ἀνακρίσεις περὶ τοῦ ἐγκλήματος. xyxy=(951,1060,1237,1106)
advertisement: — ΚΑΛΛΙΟΠΗ Β. ΣΚΟΥΡΛΑ — ὁδὸς Μαίζωνος 26. xyxy=(366,1559,634,1598)
article-heading: ΧΩΡΟΦΥΛΑΞ ΤΡΑΥΜΑΤΙΣΘΕΙΣ xyxy=(971,1207,1217,1223)
article-text: Ὁ κ. Μπουάρ ἀμέσως ἠθέλησε νὰ ἐκλέξῃ τὴν ἀκρίβειαν τῶν πραγμάτων καὶ προσεκάλεσε εἰς τὸ γραφεῖον του τὸν κ. Λαμαΐτρ. xyxy=(1411,1236,1561,1339)
article-text: Ἀνεγνώσθη ἡ ἐπιστολὴ τοῦ προξένου καὶ ἀπεφασίσθη ἡ συμμετοχή. xyxy=(650,1472,935,1503)
article-subheading: Ἡ κατάχρησις τοῦ Συβετὼν xyxy=(1426,846,1546,876)
article-text: Τρεῖς ἡμέρας κατόπιν τῆς ἀνωτέρω πράξεως ὁ Σίκας εἰσήλθεν νύκτωρ εἰς τὴν οἰκίαν τοῦ χωρικοῦ Νικ. Ἀγγελῆ, ἔνθα ἀφῄρεσε διάφορα τιμαλφῆ. xyxy=(1253,1335,1398,1453)
advertisement: — ΔΟΝΤΙΑ κατασκευάζονται παρὰ τῷ ὀδοντιάτρῳ κ. Α. Ἀθηνᾶς Εὐριπίδου 23. xyxy=(366,1604,634,1657)
article-heading: ΚΑΤΑΣΧΕΣΙΣ ΑΡΧΑΙΟΤΗΤΩΝ ΕΙΣ ΤΟΝ ΠΕΙΡΑΙΑ xyxy=(666,548,919,582)
article-heading: Η ΠΟΛΙΤΙΚΗ ΚΑΤΑΣΤΑΣΙΣ ΕΝ ΟΥΓΓΑΡΙΑ xyxy=(965,137,1223,171)
article-text: Τὸν Ἰούλιον τοῦ παρελθόντος ἔτους ἐπεχείρησε μετά τινων ἄλλων νὰ βιάσῃ τὴν θυγατέρα του ἀγρότου καὶ ὅτε ὁ πατὴρ ἀντέστη, ἐφόνευσεν αὐτόν. xyxy=(1253,1054,1398,1171)
article-heading: ΔΡΑΠΕΤΕΥΣΙΣ xyxy=(1030,665,1158,685)
article-text: Ἀγγέλλεται ἐκ Κυπαρισσίας, ὅτι εἰς χωρίον τι τῆς ἐπαρχίας ἐτραυματίσθη διὰ πυροβόλου ὅπλου χωροφύλαξ ἐκτελῶν τὴν ὑπηρεσίαν του. xyxy=(951,1225,1237,1285)
